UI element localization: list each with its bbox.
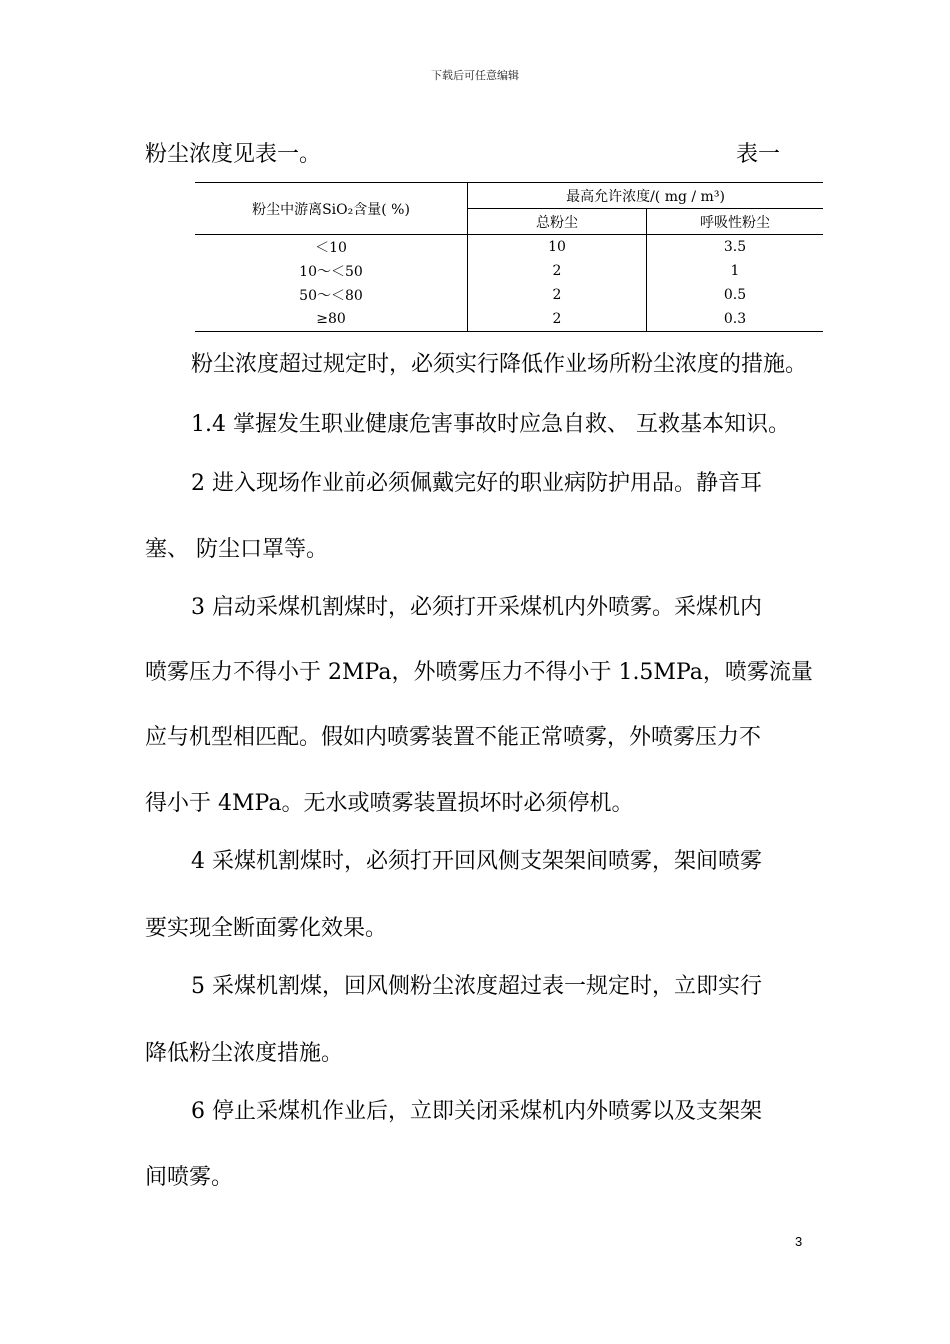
body-line: 降低粉尘浓度措施。 xyxy=(145,1041,344,1066)
body-line: 3 启动采煤机割煤时，必须打开采煤机内外喷雾。采煤机内 xyxy=(191,595,762,620)
page-header: 下载后可任意编辑 xyxy=(431,69,519,82)
body-line: 5 采煤机割煤，回风侧粉尘浓度超过表一规定时，立即实行 xyxy=(191,974,762,999)
table-cell: ＜10 xyxy=(195,235,468,260)
body-line: 喷雾压力不得小于 2MPa，外喷雾压力不得小于 1.5MPa，喷雾流量 xyxy=(145,660,813,685)
table-caption: 表一 xyxy=(735,142,780,167)
table-cell: 2 xyxy=(468,259,647,283)
table-row xyxy=(195,307,823,332)
table-cell: 2 xyxy=(468,307,647,332)
body-line: 粉尘浓度超过规定时，必须实行降低作业场所粉尘浓度的措施。 xyxy=(191,352,808,377)
body-line: 2 进入现场作业前必须佩戴完好的职业病防护用品。静音耳 xyxy=(191,471,762,496)
col-respirable-dust-header: 呼吸性粉尘 xyxy=(647,209,824,235)
table-row xyxy=(195,283,823,307)
table-cell: 0.5 xyxy=(723,287,747,303)
intro-text: 粉尘浓度见表一。 xyxy=(145,142,322,167)
body-line: 塞、 防尘口罩等。 xyxy=(145,537,328,562)
table-cell: 2 xyxy=(468,283,647,307)
table-row xyxy=(195,259,823,283)
table-cell: 50～＜80 xyxy=(195,283,468,307)
table-cell: 1 xyxy=(730,263,740,279)
table-cell: 0.3 xyxy=(723,311,747,327)
body-line: 1.4 掌握发生职业健康危害事故时应急自救、 互救基本知识。 xyxy=(191,412,790,437)
page-number: 3 xyxy=(795,1234,803,1249)
dust-concentration-table xyxy=(195,182,823,332)
table-cell: 10 xyxy=(468,235,647,260)
intro-line xyxy=(145,137,785,168)
body-line: 要实现全断面雾化效果。 xyxy=(145,916,388,941)
table-cell: 10～＜50 xyxy=(195,259,468,283)
col-sio2-header: 粉尘中游离SiO₂含量( %) xyxy=(195,183,468,235)
body-line: 间喷雾。 xyxy=(145,1165,234,1190)
col-group-header: 最高允许浓度/( mg / m³) xyxy=(566,188,725,205)
body-line: 应与机型相匹配。假如内喷雾装置不能正常喷雾，外喷雾压力不 xyxy=(145,725,762,750)
body-line: 得小于 4MPa。无水或喷雾装置损坏时必须停机。 xyxy=(145,791,634,816)
table-cell: ≥80 xyxy=(195,307,468,332)
body-line: 6 停止采煤机作业后，立即关闭采煤机内外喷雾以及支架架 xyxy=(191,1099,762,1124)
table-cell: 3.5 xyxy=(723,239,747,255)
table-row xyxy=(195,235,823,260)
body-line: 4 采煤机割煤时，必须打开回风侧支架架间喷雾，架间喷雾 xyxy=(191,849,762,874)
col-total-dust-header: 总粉尘 xyxy=(468,209,647,235)
